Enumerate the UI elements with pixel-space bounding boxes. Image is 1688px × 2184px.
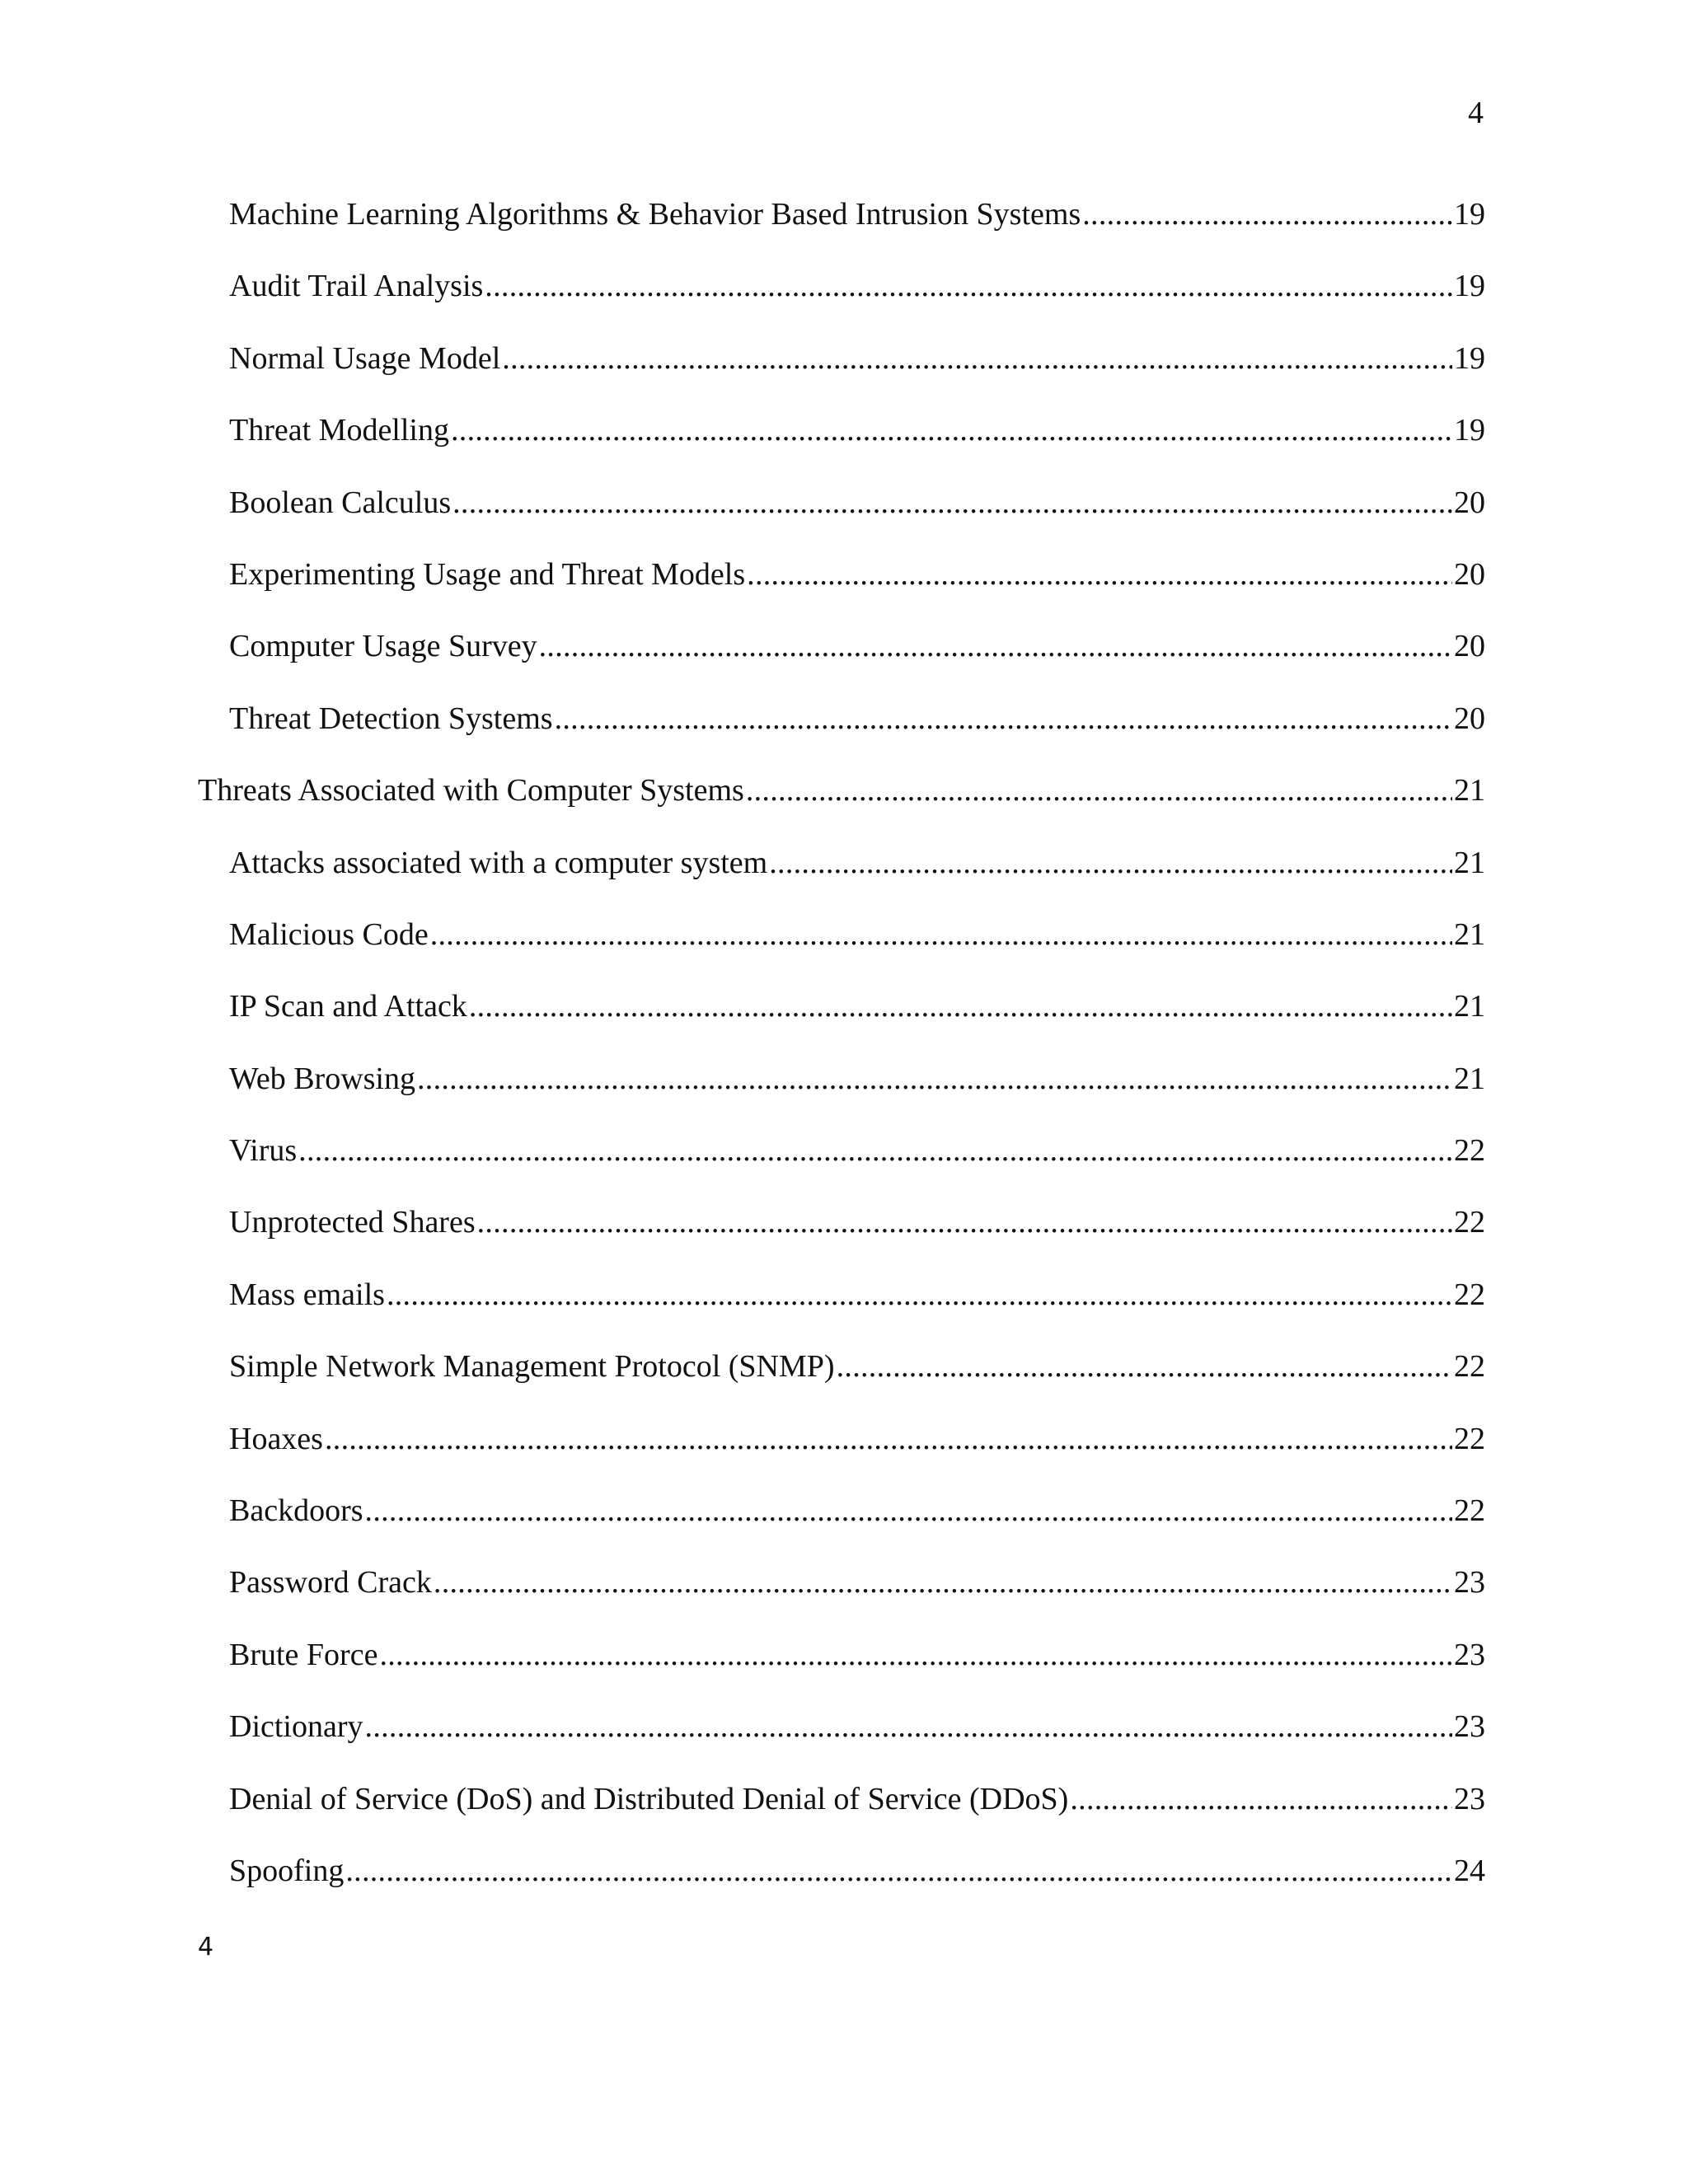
toc-dot-leader [555,701,1452,737]
toc-entry-page: 21 [1454,845,1485,880]
toc-dot-leader [325,1421,1452,1457]
toc-entry-page: 23 [1454,1781,1485,1816]
toc-entry[interactable] [198,628,1485,700]
toc-entry-title: Dictionary [229,1709,363,1745]
toc-dot-leader [539,628,1452,664]
toc-dot-leader [769,845,1452,881]
toc-dot-leader [298,1132,1452,1169]
toc-dot-leader [434,1564,1452,1601]
toc-dot-leader [469,988,1452,1024]
toc-dot-leader [747,556,1452,593]
toc-entry-title: Denial of Service (DoS) and Distributed Denial of Service (DDoS) [229,1781,1069,1816]
toc-dot-leader [452,485,1452,521]
toc-dot-leader [837,1348,1452,1385]
toc-dot-leader [451,412,1452,448]
toc-entry-page: 23 [1454,1637,1485,1672]
toc-entry-title: Attacks associated with a computer system [229,845,768,880]
toc-entry-page: 21 [1454,989,1485,1024]
toc-entry-title: Web Browsing [229,1061,415,1096]
toc-entry[interactable] [198,916,1485,988]
toc-entry-title: Normal Usage Model [229,340,501,376]
toc-entry[interactable] [198,988,1485,1060]
toc-entry-page: 22 [1454,1205,1485,1240]
toc-entry-title: Backdoors [229,1493,363,1529]
toc-entry[interactable] [198,1132,1485,1204]
toc-entry-page: 21 [1454,916,1485,952]
toc-entry-title: Hoaxes [229,1421,323,1456]
toc-entry[interactable] [198,340,1485,412]
toc-entry-page: 21 [1454,1061,1485,1096]
toc-entry[interactable] [198,412,1485,484]
toc-entry-title: Threats Associated with Computer Systems [198,773,744,808]
toc-section-entry[interactable] [198,772,1485,844]
toc-entry[interactable] [198,845,1485,916]
toc-entry-page: 24 [1454,1853,1485,1888]
toc-entry-title: Threat Modelling [229,413,449,448]
toc-entry-page: 22 [1454,1421,1485,1456]
toc-entry[interactable] [198,556,1485,628]
toc-dot-leader [387,1277,1452,1313]
toc-entry[interactable] [198,1708,1485,1780]
toc-entry-title: Threat Detection Systems [229,701,553,736]
header-page-number: 4 [1468,96,1484,130]
toc-entry-page: 19 [1454,413,1485,448]
toc-dot-leader [502,340,1452,377]
toc-entry-page: 22 [1454,1349,1485,1385]
toc-entry[interactable] [198,268,1485,340]
toc-entry-title: Unprotected Shares [229,1205,476,1240]
toc-entry-title: Brute Force [229,1637,378,1672]
toc-entry[interactable] [198,1493,1485,1564]
toc-entry-page: 20 [1454,556,1485,592]
toc-entry[interactable] [198,1348,1485,1420]
toc-entry-title: Simple Network Management Protocol (SNMP) [229,1349,835,1385]
toc-entry-title: Spoofing [229,1853,345,1888]
toc-dot-leader [1082,196,1452,232]
toc-entry-page: 21 [1454,773,1485,808]
toc-dot-leader [365,1493,1452,1529]
toc-dot-leader [430,916,1452,953]
toc-entry[interactable] [198,485,1485,556]
toc-entry-page: 22 [1454,1493,1485,1529]
toc-dot-leader [345,1853,1452,1889]
toc-entry[interactable] [198,1853,1485,1927]
toc-entry-page: 22 [1454,1277,1485,1312]
toc-entry-page: 20 [1454,485,1485,520]
toc-entry-page: 20 [1454,701,1485,736]
toc-dot-leader [746,772,1452,808]
toc-entry-title: IP Scan and Attack [229,989,467,1024]
toc-entry[interactable] [198,1277,1485,1348]
toc-entry-page: 22 [1454,1133,1485,1169]
table-of-contents [198,196,1485,1927]
toc-dot-leader [1070,1781,1452,1817]
toc-dot-leader [417,1061,1452,1097]
toc-entry-page: 23 [1454,1709,1485,1745]
toc-entry-title: Machine Learning Algorithms & Behavior Based Intrusion Systems [229,197,1081,232]
toc-entry-title: Audit Trail Analysis [229,269,484,304]
toc-entry-page: 19 [1454,340,1485,376]
toc-entry[interactable] [198,1421,1485,1493]
toc-entry[interactable] [198,701,1485,772]
toc-entry-page: 19 [1454,269,1485,304]
toc-entry[interactable] [198,1781,1485,1853]
toc-entry[interactable] [198,1204,1485,1276]
toc-entry-page: 23 [1454,1565,1485,1601]
toc-dot-leader [477,1204,1452,1240]
toc-dot-leader [485,268,1452,304]
toc-entry-title: Password Crack [229,1565,432,1601]
toc-entry[interactable] [198,196,1485,268]
toc-entry-title: Malicious Code [229,916,429,952]
toc-entry-title: Computer Usage Survey [229,629,537,664]
footer-page-number: 4 [198,1933,214,1961]
toc-entry[interactable] [198,1564,1485,1636]
toc-entry-title: Boolean Calculus [229,485,452,520]
toc-entry[interactable] [198,1061,1485,1132]
toc-entry-page: 20 [1454,629,1485,664]
toc-entry[interactable] [198,1637,1485,1708]
toc-entry-title: Experimenting Usage and Threat Models [229,556,746,592]
toc-dot-leader [365,1708,1452,1745]
toc-dot-leader [379,1637,1452,1673]
toc-entry-page: 19 [1454,197,1485,232]
toc-entry-title: Virus [229,1133,298,1169]
toc-entry-title: Mass emails [229,1277,385,1312]
